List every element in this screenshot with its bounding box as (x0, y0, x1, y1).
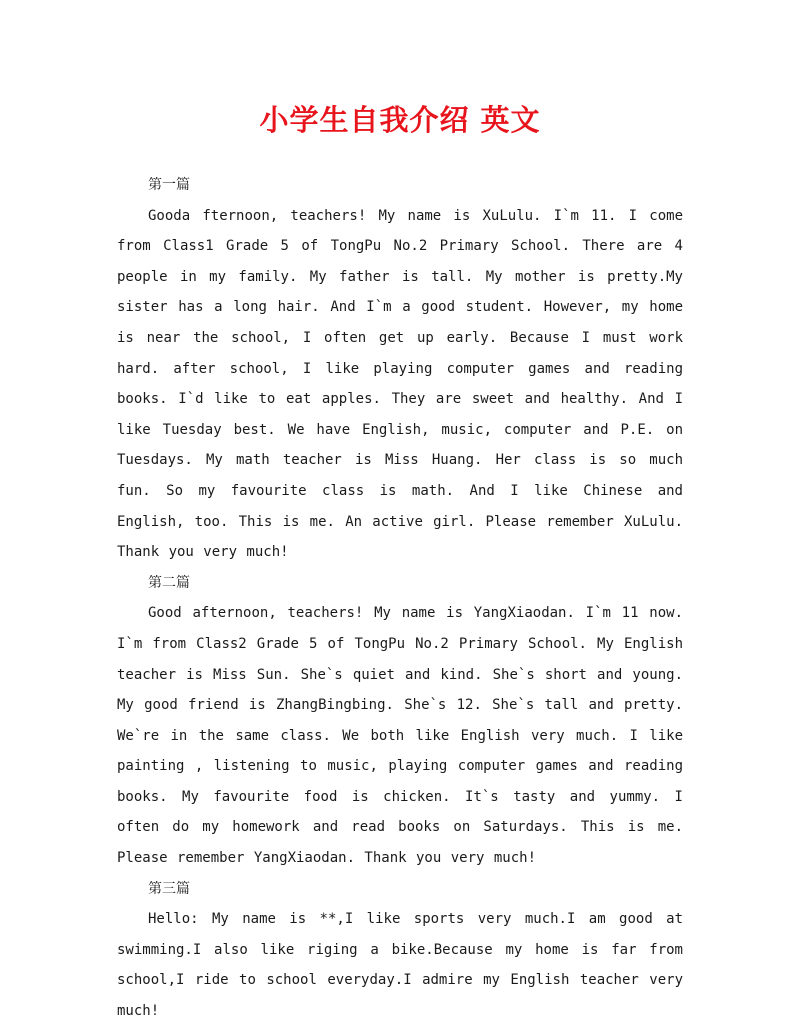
section-heading: 第一篇 (148, 177, 190, 193)
section-paragraph: Gooda fternoon, teachers! My name is XuLulu. I`m 11. I come from Class1 Grade 5 of TongPu No.2 Primary School. There are 4 people in my family. My father is tall. My mother is pretty.My sister has a long hair. And I`m a good student. However, my home is near the school, I often get up early. Because I must work hard. after school, I like playing computer games and reading books. I`d like to eat apples. They are sweet and healthy. And I like Tuesday best. We have English, music, computer and P.E. on Tuesdays. My math teacher is Miss Huang. Her class is so much fun. So my favourite class is math. And I like Chinese and English, too. This is me. An active girl. Please remember XuLulu. Thank you very much! (117, 207, 683, 561)
section-1 (117, 170, 683, 568)
document-body (117, 170, 683, 1027)
section-heading: 第二篇 (148, 574, 190, 591)
document-title: 小学生自我介绍 英文 (259, 103, 541, 137)
section-paragraph: Hello: My name is **,I like sports very much.I am good at swimming.I also like riging a bike.Because my home is far from school,I ride to school everyday.I admire my English teacher very much! (117, 911, 683, 1020)
section-3 (117, 874, 683, 1027)
section-paragraph: Good afternoon, teachers! My name is YangXiaodan. I`m 11 now. I`m from Class2 Grade 5 of TongPu No.2 Primary School. My English teacher is Miss Sun. She`s quiet and kind. She`s short and young. My good friend is ZhangBingbing. She`s 12. She`s tall and pretty. We`re in the same class. We both like English very much. I like painting , listening to music, playing computer games and reading books. My favourite food is chicken. It`s tasty and yummy. I often do my homework and read books on Saturdays. This is me. Please remember YangXiaodan. Thank you very much! (117, 605, 683, 867)
section-2 (117, 568, 683, 874)
section-heading: 第三篇 (148, 880, 190, 897)
